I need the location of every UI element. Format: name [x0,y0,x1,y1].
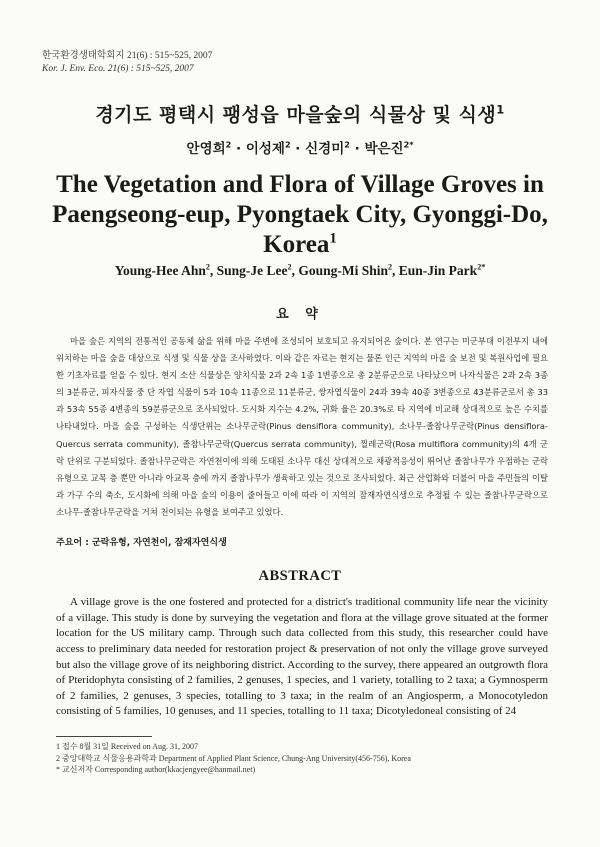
english-author: Eun-Jin Park [398,263,478,278]
abstract-body: A village grove is the one fostered and protected for a district's traditional community life near the vicinity of a village. This study is done by surveying the vegetation and flora at the village grove situated at the former location for the US military camp. Through such data collected from this study, this researcher could have access to preliminary data needed for restoration project & preservation of not only the village grove surveyed but also the village grove of its neighboring district. According to the survey, there appeared an outgrowth flora of Pteridophyta consisting of 2 families, 2 genuses, 1 species, and 1 variety, totalling to 2 taxa; a Gymnosperm of 2 families, 2 genuses, 3 species, totalling to 3 taxa; in the realm of an Angiosperm, a Monocotyledon consisting of 5 families, 10 genuses, and 11 species, totalling to 11 taxa; Dicotyledoneal consisting of 24 [56,596,548,718]
korean-title [0,100,600,127]
author-affiliation-mark: 2 [205,262,210,272]
english-author: Goung-Mi Shin [298,263,388,278]
footnotes [56,741,411,776]
english-title-text: The Vegetation and Flora of Village Groves in Paengseong-eup, Pyongtaek City, Gyonggi-Do, Korea [52,171,548,258]
english-author: Young-Hee Ahn [114,263,206,278]
footnote-divider [56,736,152,737]
author-affiliation-mark: 2 [287,262,292,272]
english-authors: Young-Hee Ahn$^2$, Sung-Je Lee$^2$, Goung-Mi Shin$^2$, Eun-Jin Park$^{2*}$ [114,262,486,278]
footnote-received: 1 접수 8월 31일 Received on Aug. 31, 2007 [56,742,199,751]
korean-summary-heading: 요 약 [276,307,324,322]
korean-keywords: 주요어 : 군락유형, 자연천이, 잠재자연식생 [56,538,227,548]
author-affiliation-mark: 2* [477,262,486,272]
english-title [40,170,560,260]
korean-summary-body: 마을 숲은 지역의 전통적인 공동체 삶을 위해 마을 주변에 조성되어 보호되고 유지되어온 숲이다. 본 연구는 미군부대 이전부지 내에 위치하는 마을 숲을 대상으로 식생 및 식물 상을 조사하였다. 이와 같은 자료는 현지는 물론 인근 지역의 마을 숲 보전 및 복원사업에 필요한 기초자료를 얻을 수 있다. 현지 소산 식물상은 양치식물 2과 2속 1종 1변종으로 총 2분류군으로 나타났으며 나자식물은 2과 2속 3종의 3분류군, 피자식물 중 단 자엽 식물이 5과 10속 11종으로 11분류군, 쌍자엽식물이 24과 39속 40종 3변종으로 43분류군로서 총 33과 53속 55종 4변종의 59분류군으로 조사되었다. 도시화 지수는 4.2%, 귀화 율은 20.3%로 타 지역에 비교해 상대적으로 높은 수치를 나타내었다. 마을 숲을 구성하는 식생단위는 소나무군락(Pinus densiflora community), 소나무-졸참나무군락(Pinus densiflora-Quercus serrata community), 졸참나무군락(Quercus serrata community), 찔레군락(Rosa multiflora community)의 4개 군락 단위로 구분되었다. 졸참나무군락은 자연천이에 의해 도태된 소나무 대신 상대적으로 채광적응성이 뛰어난 졸참나무가 우점하는 군락유형으로 교목 층 뿐만 아니라 아교목 층에 까지 졸참나무가 생육하고 있는 것으로 조사되었다. 최근 산업화와 더불어 마을 주민들의 이탈과 가구 수의 축소, 도시화에 의해 마을 숲의 이용이 줄어들고 이에 따라 이 지역의 잠재자연식생으로 추정될 수 있는 졸참나무군락으로 소나무-졸참나무군락을 거쳐 천이되는 유형을 보여주고 있었다. [56,336,548,517]
korean-title-footnote-mark: 1 [496,102,505,117]
korean-author: 신경미 [305,141,345,157]
korean-author: 이성제 [245,141,285,157]
footnote-affiliation: 2 중앙대학교 식물응용과학과 Department of Applied Plant Science, Chung-Ang University(456-756), Korea [56,753,411,763]
korean-author: 안영희 [186,141,226,157]
english-title-footnote-mark: 1 [329,230,337,247]
abstract-heading: ABSTRACT [258,568,342,584]
author-affiliation-mark: 2 [387,262,393,272]
author-affiliation-mark: 2 [284,139,291,150]
author-affiliation-mark: 2* [403,139,414,150]
korean-title-text: 경기도 평택시 팽성읍 마을숲의 식물상 및 식생 [95,104,497,126]
journal-line-english: Kor. J. Env. Eco. 21(6) : 515~525, 2007 [42,64,194,74]
footnote-corresponding-author: * 교신저자 Corresponding author(kkacjengyee@hanmail.net) [56,765,256,774]
korean-authors: 안영희$^2$ · 이성제$^2$ · 신경미$^2$ · 박은진$^{2*}$ [186,139,414,157]
korean-author: 박은진 [364,141,404,157]
journal-citation [42,50,212,76]
english-author: Sung-Je Lee [216,263,288,278]
author-affiliation-mark: 2 [225,139,232,150]
journal-line-korean: 한국환경생태학회지 21(6) : 515~525, 2007 [42,51,213,61]
author-affiliation-mark: 2 [344,139,350,150]
